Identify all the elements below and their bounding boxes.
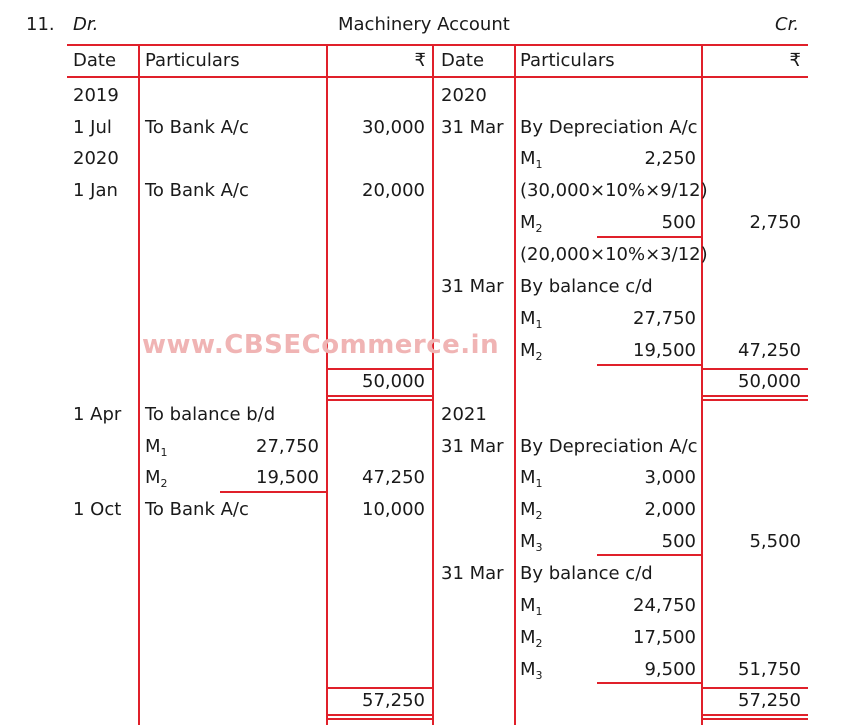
cr-date: 31 Mar [441, 117, 504, 138]
dr-total1-rule-bottom-b [327, 399, 432, 401]
cr-particulars-header: Particulars [520, 50, 615, 71]
cr-total1-rule-top [702, 368, 808, 370]
bal-bd-subtotal-underline [220, 491, 326, 493]
cr-amount: 5,500 [749, 531, 801, 552]
dr-total2-rule-top [327, 687, 432, 689]
cr-total: 57,250 [738, 690, 801, 711]
cr-amount: 47,250 [738, 340, 801, 361]
dr-total2-rule-bottom-b [327, 718, 432, 720]
cr-total2-rule-top [702, 687, 808, 689]
machine-label: $M_2$ [520, 340, 543, 363]
credit-label: Cr. [775, 14, 800, 35]
dr-total: 50,000 [362, 371, 425, 392]
cr-year: 2020 [441, 85, 487, 106]
watermark: www.CBSECommerce.in [142, 330, 500, 360]
machine-amount: 500 [661, 531, 696, 552]
machine-label: $M_1$ [520, 308, 543, 331]
calculation-note: (30,000×10%×9/12) [520, 180, 708, 201]
machine-amount: 2,250 [644, 148, 696, 169]
dr-amount: 30,000 [362, 117, 425, 138]
cr-amount-header: ₹ [789, 50, 801, 71]
machine-label: $M_1$ [520, 148, 543, 171]
cr-total1-rule-bottom-a [702, 395, 808, 397]
machine-label: $M_1$ [520, 595, 543, 618]
dr-particular: To Bank A/c [145, 117, 249, 138]
dr-amount-header: ₹ [414, 50, 426, 71]
dr-date: 1 Jan [73, 180, 118, 201]
dr-year: 2020 [73, 148, 119, 169]
dr-date: 1 Apr [73, 404, 122, 425]
cr-date: 31 Mar [441, 436, 504, 457]
machine-amount: 500 [661, 212, 696, 233]
dr-total: 57,250 [362, 690, 425, 711]
dr-amount: 10,000 [362, 499, 425, 520]
calculation-note: (20,000×10%×3/12) [520, 244, 708, 265]
cr-date: 31 Mar [441, 563, 504, 584]
cr-amount: 51,750 [738, 659, 801, 680]
account-title: Machinery Account [338, 14, 510, 35]
dr-particular: To balance b/d [145, 404, 276, 425]
cr-date: 31 Mar [441, 276, 504, 297]
dr-total2-rule-bottom-a [327, 714, 432, 716]
machine-amount: 19,500 [633, 340, 696, 361]
machine-label: $M_3$ [520, 659, 543, 682]
dr-date: 1 Jul [73, 117, 112, 138]
machine-amount: 9,500 [644, 659, 696, 680]
cr-total1-rule-bottom-b [702, 399, 808, 401]
cr-total: 50,000 [738, 371, 801, 392]
dr-particulars-divider [326, 44, 328, 725]
header-bottom-rule [67, 76, 808, 78]
machine-amount: 17,500 [633, 627, 696, 648]
center-divider [432, 44, 434, 725]
cr-particular: By balance c/d [520, 276, 653, 297]
cr-amount: 2,750 [749, 212, 801, 233]
machine-label: $M_2$ [520, 212, 543, 235]
machine-amount: 27,750 [633, 308, 696, 329]
machine-label: $M_1$ [145, 436, 168, 459]
machine-amount: 27,750 [256, 436, 319, 457]
cr-particular: By Depreciation A/c [520, 436, 698, 457]
dr-particulars-header: Particulars [145, 50, 240, 71]
cr-particulars-divider [701, 44, 703, 725]
machine-amount: 24,750 [633, 595, 696, 616]
header-top-rule [67, 44, 808, 46]
cr-particular: By Depreciation A/c [520, 117, 698, 138]
dr-date-header: Date [73, 50, 117, 71]
dr-total1-rule-bottom-a [327, 395, 432, 397]
dr-date: 1 Oct [73, 499, 122, 520]
debit-label: Dr. [73, 14, 99, 35]
bal2-subtotal-underline [597, 682, 701, 684]
machine-amount: 19,500 [256, 467, 319, 488]
dr-amount: 47,250 [362, 467, 425, 488]
machine-label: $M_1$ [520, 467, 543, 490]
cr-year: 2021 [441, 404, 487, 425]
dr-date-divider [138, 44, 140, 725]
dr-amount: 20,000 [362, 180, 425, 201]
cr-total2-rule-bottom-b [702, 718, 808, 720]
bal1-subtotal-underline [597, 364, 701, 366]
cr-date-divider [514, 44, 516, 725]
machine-label: $M_2$ [145, 467, 168, 490]
dep1-subtotal-underline [597, 236, 701, 238]
machine-amount: 3,000 [644, 467, 696, 488]
cr-particular: By balance c/d [520, 563, 653, 584]
machine-amount: 2,000 [644, 499, 696, 520]
machine-label: $M_2$ [520, 499, 543, 522]
dr-particular: To Bank A/c [145, 499, 249, 520]
question-number: 11. [26, 14, 55, 35]
cr-date-header: Date [441, 50, 485, 71]
dep2-subtotal-underline [597, 554, 701, 556]
cr-total2-rule-bottom-a [702, 714, 808, 716]
dr-particular: To Bank A/c [145, 180, 249, 201]
dr-total1-rule-top [327, 368, 432, 370]
machine-label: $M_3$ [520, 531, 543, 554]
machine-label: $M_2$ [520, 627, 543, 650]
dr-year: 2019 [73, 85, 119, 106]
